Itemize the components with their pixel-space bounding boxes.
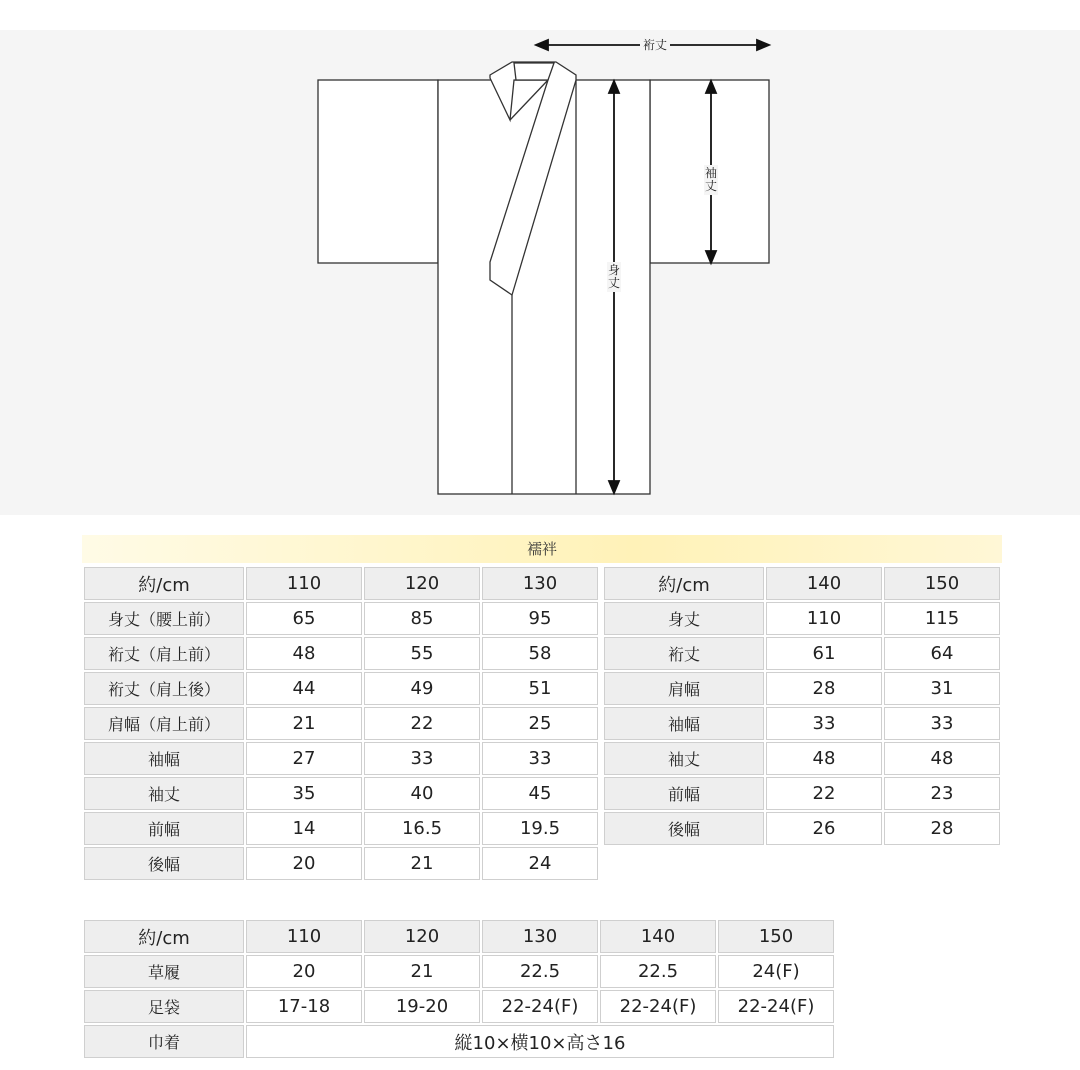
table-row	[603, 636, 1001, 671]
row-label: 肩幅（肩上前）	[83, 706, 245, 741]
mitake-dimension-label: 身丈	[607, 263, 620, 290]
size-value: 33	[363, 741, 481, 776]
kinchaku-size-value: 縦10×横10×高さ16	[245, 1024, 835, 1059]
size-value: 28	[765, 671, 883, 706]
table-row	[83, 811, 599, 846]
column-header: 110	[245, 566, 363, 601]
table-row	[603, 741, 1001, 776]
yuki-dimension-label: 裄丈	[640, 39, 670, 51]
size-value: 64	[883, 636, 1001, 671]
column-header: 140	[765, 566, 883, 601]
size-value: 24	[481, 846, 599, 881]
table-row	[83, 601, 599, 636]
size-value: 25	[481, 706, 599, 741]
size-value: 33	[883, 706, 1001, 741]
size-value: 27	[245, 741, 363, 776]
column-header: 110	[245, 919, 363, 954]
table-row	[603, 776, 1001, 811]
size-value: 45	[481, 776, 599, 811]
size-value: 19.5	[481, 811, 599, 846]
table-row	[83, 1024, 835, 1059]
table-row	[603, 671, 1001, 706]
row-label: 前幅	[83, 811, 245, 846]
size-value: 61	[765, 636, 883, 671]
size-value: 31	[883, 671, 1001, 706]
row-label: 身丈	[603, 601, 765, 636]
size-value: 22-24(F)	[481, 989, 599, 1024]
column-header: 約/cm	[83, 566, 245, 601]
table-row	[83, 776, 599, 811]
size-value: 22-24(F)	[717, 989, 835, 1024]
size-value: 22	[363, 706, 481, 741]
row-label: 袖幅	[603, 706, 765, 741]
row-label: 袖幅	[83, 741, 245, 776]
kimono-diagram	[0, 30, 1080, 515]
size-value: 20	[245, 954, 363, 989]
table-header-row	[83, 919, 835, 954]
size-value: 23	[883, 776, 1001, 811]
size-value: 40	[363, 776, 481, 811]
column-header: 約/cm	[83, 919, 245, 954]
row-label: 裄丈（肩上後）	[83, 671, 245, 706]
size-value: 49	[363, 671, 481, 706]
size-value: 21	[245, 706, 363, 741]
table-banner-title: 襦袢	[82, 535, 1002, 563]
row-label: 草履	[83, 954, 245, 989]
size-value: 26	[765, 811, 883, 846]
row-label: 後幅	[603, 811, 765, 846]
size-value: 58	[481, 636, 599, 671]
size-value: 55	[363, 636, 481, 671]
size-table-small	[82, 565, 600, 882]
column-header: 120	[363, 919, 481, 954]
size-value: 33	[481, 741, 599, 776]
size-value: 24(F)	[717, 954, 835, 989]
size-value: 85	[363, 601, 481, 636]
size-value: 110	[765, 601, 883, 636]
accessories-size-table	[82, 918, 836, 1060]
size-value: 19-20	[363, 989, 481, 1024]
size-value: 95	[481, 601, 599, 636]
size-value: 22-24(F)	[599, 989, 717, 1024]
table-header-row	[83, 566, 599, 601]
size-value: 65	[245, 601, 363, 636]
size-value: 14	[245, 811, 363, 846]
row-label: 足袋	[83, 989, 245, 1024]
row-label: 袖丈	[83, 776, 245, 811]
size-value: 48	[883, 741, 1001, 776]
column-header: 150	[717, 919, 835, 954]
size-value: 115	[883, 601, 1001, 636]
row-label: 後幅	[83, 846, 245, 881]
left-sleeve	[318, 80, 438, 263]
column-header: 約/cm	[603, 566, 765, 601]
table-row	[83, 846, 599, 881]
column-header: 120	[363, 566, 481, 601]
size-table-large	[602, 565, 1002, 847]
size-value: 33	[765, 706, 883, 741]
table-row	[603, 811, 1001, 846]
row-label: 裄丈（肩上前）	[83, 636, 245, 671]
table-row	[83, 741, 599, 776]
table-row	[603, 706, 1001, 741]
row-label: 巾着	[83, 1024, 245, 1059]
table-row	[83, 989, 835, 1024]
table-row	[603, 601, 1001, 636]
table-row	[83, 636, 599, 671]
size-value: 48	[765, 741, 883, 776]
row-label: 袖丈	[603, 741, 765, 776]
size-value: 16.5	[363, 811, 481, 846]
table-row	[83, 954, 835, 989]
size-value: 21	[363, 846, 481, 881]
table-row	[83, 706, 599, 741]
size-value: 51	[481, 671, 599, 706]
size-value: 48	[245, 636, 363, 671]
row-label: 身丈（腰上前）	[83, 601, 245, 636]
row-label: 前幅	[603, 776, 765, 811]
size-value: 44	[245, 671, 363, 706]
row-label: 肩幅	[603, 671, 765, 706]
column-header: 130	[481, 919, 599, 954]
table-header-row	[603, 566, 1001, 601]
size-value: 22.5	[599, 954, 717, 989]
sodetake-dimension-label: 袖丈	[704, 166, 717, 193]
kimono-outline-drawing	[0, 30, 1080, 515]
size-value: 20	[245, 846, 363, 881]
size-value: 22.5	[481, 954, 599, 989]
row-label: 裄丈	[603, 636, 765, 671]
size-value: 28	[883, 811, 1001, 846]
table-row	[83, 671, 599, 706]
column-header: 150	[883, 566, 1001, 601]
size-value: 35	[245, 776, 363, 811]
size-value: 22	[765, 776, 883, 811]
size-value: 21	[363, 954, 481, 989]
size-value: 17-18	[245, 989, 363, 1024]
column-header: 130	[481, 566, 599, 601]
column-header: 140	[599, 919, 717, 954]
